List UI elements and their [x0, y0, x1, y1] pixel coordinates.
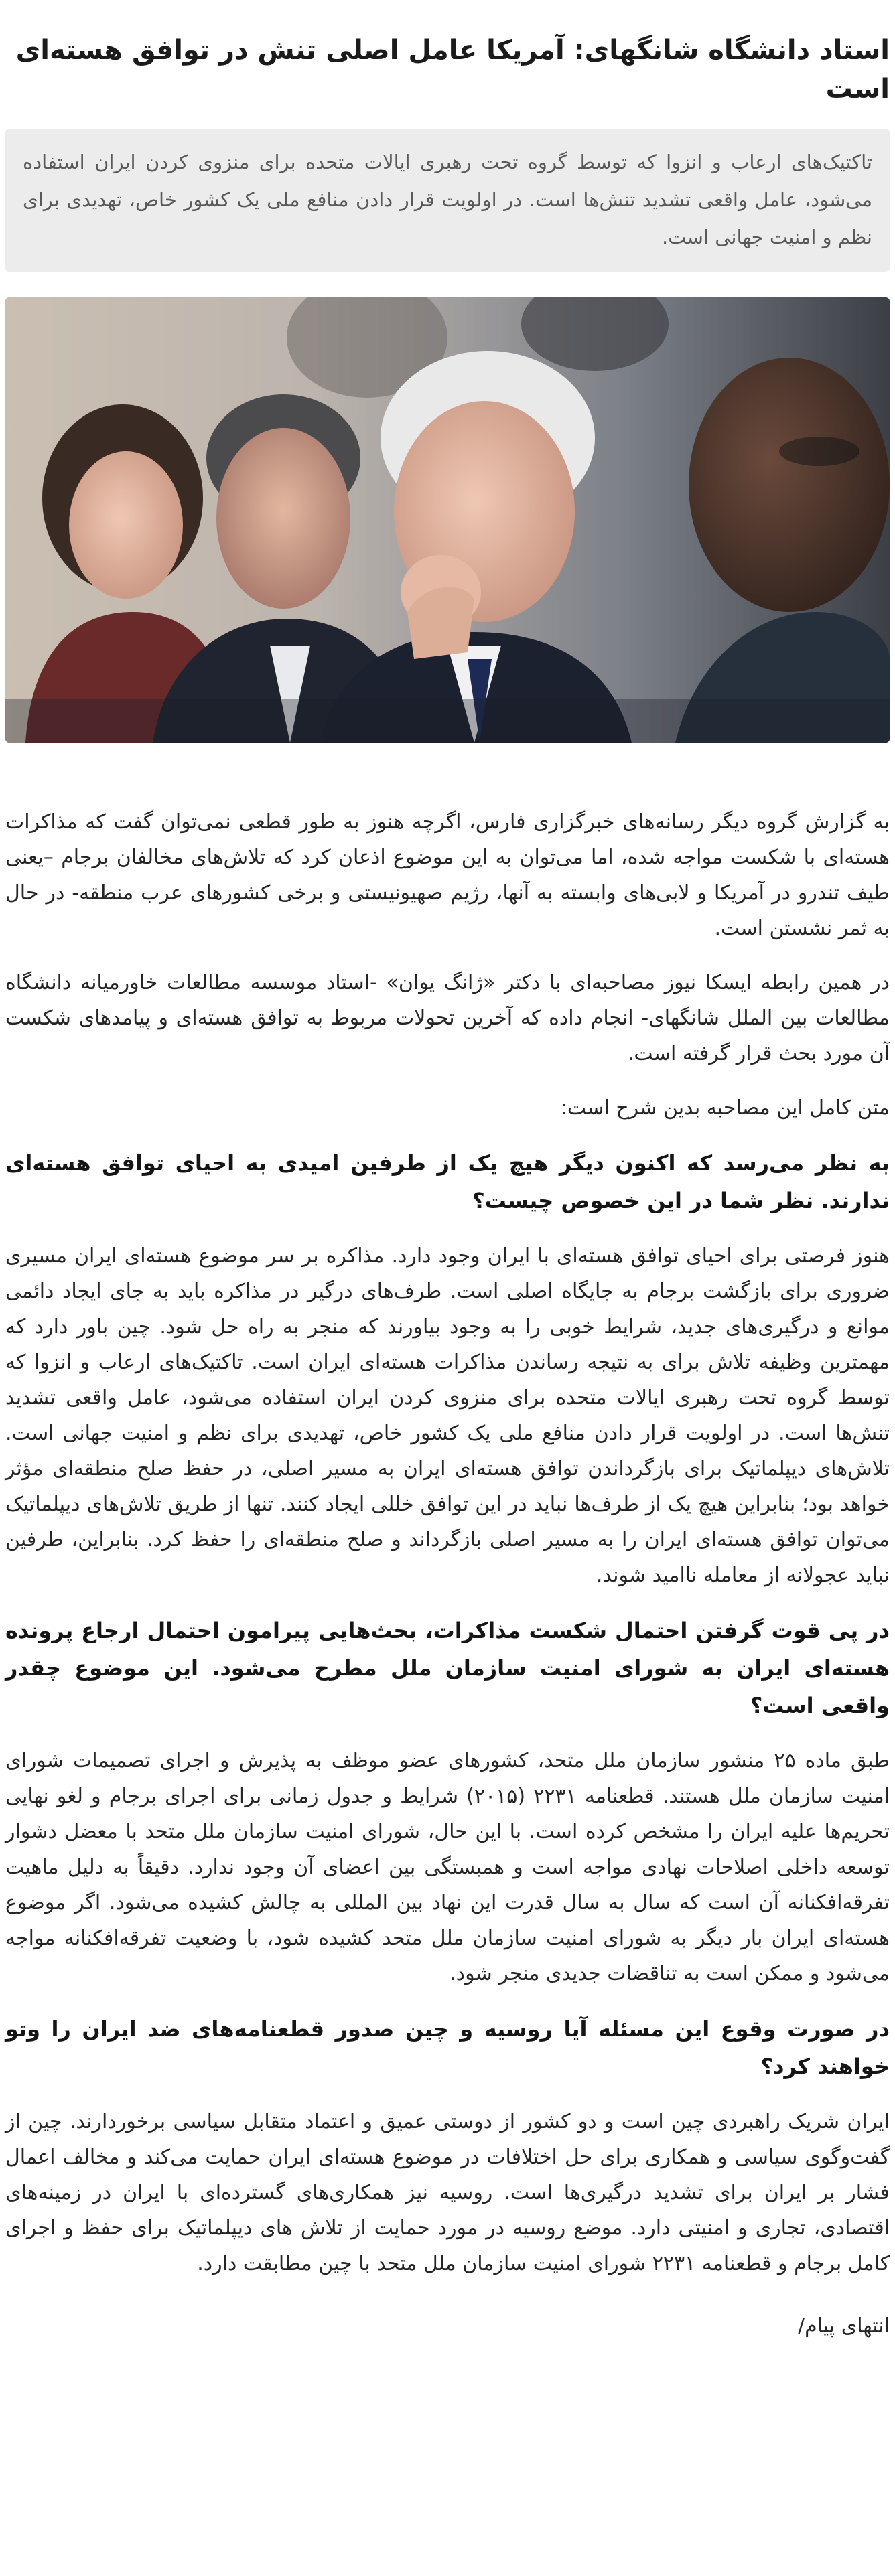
article-title: استاد دانشگاه شانگهای: آمریکا عامل اصلی تنش در توافق هسته‌ای است: [15, 35, 890, 104]
interview-answer-1: هنوز فرصتی برای احیای توافق هسته‌ای با ایران وجود دارد. مذاکره بر سر موضوع هسته‌ای ایران مسیری ضروری برای بازگشت برجام به جایگاه اصلی است. طرف‌های درگیر در مذاکره باید به جای ایجاد دائمی موانع و درگیری‌های جدید، شرایط خوبی را به وجود بیاورند که منجر به راه حل شود. چین باور دارد که مهمترین وظیفه تلاش برای به نتیجه رساندن مذاکرات هسته‌ای ایران است. تاکتیک‌های ارعاب و انزوا که توسط گروه تحت رهبری ایالات متحده برای منزوی کردن ایران استفاده می‌شود، عامل واقعی تشدید تنش‌ها است. در اولویت قرار دادن منافع ملی یک کشور خاص، تهدیدی برای نظم و امنیت جهانی است. تلاش‌های دیپلماتیک برای بازگرداندن توافق هسته‌ای ایران به مسیر اصلی، در حفظ صلح منطقه‌ای مؤثر خواهد بود؛ بنابراین هیچ یک از طرف‌ها نباید در این توافق خللی ایجاد کنند. تنها از طریق تلاش‌های دیپلماتیک می‌توان توافق هسته‌ای ایران را به مسیر اصلی بازگرداند و صلح منطقه‌ای را حفظ کرد. بنابراین، طرفین نباید عجولانه از معامله ناامید شوند.: [5, 1244, 890, 1587]
article-lead: تاکتیک‌های ارعاب و انزوا که توسط گروه تحت رهبری ایالات متحده برای منزوی کردن ایران استفاده می‌شود، عامل واقعی تشدید تنش‌ها است. در اولویت قرار دادن منافع ملی یک کشور خاص، تهدیدی برای نظم و امنیت جهانی است.: [5, 129, 890, 272]
end-of-article-note: انتهای پیام/: [798, 2314, 890, 2338]
interview-question-2: در پی قوت گرفتن احتمال شکست مذاکرات، بحث‌هایی پیرامون احتمال ارجاع پرونده هسته‌ای ایران به شورای امنیت سازمان ملل مطرح می‌شود. این موضوع چقدر واقعی است؟: [5, 1618, 890, 1718]
article-photo: [5, 297, 890, 743]
interview-question-3: در صورت وقوع این مسئله آیا روسیه و چین صدور قطعنامه‌های ضد ایران را وتو خواهند کرد؟: [5, 2016, 890, 2079]
paragraph-interview-lead-in: متن کامل این مصاحبه بدین شرح است:: [560, 1096, 890, 1120]
paragraph-intro: به گزارش گروه دیگر رسانه‌های خبرگزاری فارس، اگرچه هنوز به طور قطعی نمی‌توان گفت که مذاکرات هسته‌ای با شکست مواجه شده، اما می‌توان به این موضوع اذعان کرد که تلاش‌های مخالفان برجام –یعنی طیف تندرو در آمریکا و لابی‌های وابسته به آنها، رژیم صهیونیستی و برخی کشورهای عرب منطقه- در حال به ثمر نشستن است.: [5, 810, 890, 940]
interview-answer-3: ایران شریک راهبردی چین است و دو کشور از دوستی عمیق و اعتماد متقابل سیاسی برخوردارند. چین از گفت‌وگوی سیاسی و همکاری برای حل اختلافات در موضوع هسته‌ای ایران حمایت می‌کند و مخالف اعمال فشار بر ایران برای تشدید درگیری‌ها است. روسیه نیز همکاری‌های گسترده‌ای با ایران در زمینه‌های اقتصادی، تجاری و امنیتی دارد. موضع روسیه در مورد حمایت از تلاش های دیپلماتیک برای حفظ و اجرای کامل برجام و قطعنامه ۲۲۳۱ شورای امنیت سازمان ملل متحد با چین مطابقت دارد.: [5, 2110, 890, 2275]
interview-answer-2: طبق ماده ۲۵ منشور سازمان ملل متحد، کشورهای عضو موظف به پذیرش و اجرای تصمیمات شورای امنیت سازمان ملل هستند. قطعنامه ۲۲۳۱ (۲۰۱۵) شرایط و جدول زمانی برای اجرای برجام و لغو نهایی تحریم‌ها علیه ایران را مشخص کرده است. با این حال، شورای امنیت سازمان ملل متحد با معضل دشوار توسعه داخلی اصلاحات نهادی مواجه است و همبستگی بین اعضای آن وجود ندارد. دقیقاً به دلیل ماهیت تفرقه‌افکنانه آن است که سال به سال قدرت این نهاد بین المللی به چالش کشیده می‌شود. اگر موضوع هسته‌ای ایران بار دیگر به شورای امنیت سازمان ملل متحد کشیده شود، با وضعیت تفرقه‌افکنانه مواجه می‌شود و ممکن است به تناقضات جدیدی منجر شود.: [5, 1749, 890, 1985]
interview-question-1: به نظر می‌رسد که اکنون دیگر هیچ یک از طرفین امیدی به احیای توافق هسته‌ای ندارند. نظر شما در این خصوص چیست؟: [5, 1150, 890, 1213]
paragraph-interview-context: در همین رابطه ایسکا نیوز مصاحبه‌ای با دکتر «ژانگ یوان» -استاد موسسه مطالعات خاورمیانه دانشگاه مطالعات بین الملل شانگهای- انجام داده که آخرین تحولات مربوط به توافق هسته‌ای و پیامدهای شکست آن مورد بحث قرار گرفته است.: [5, 971, 890, 1065]
